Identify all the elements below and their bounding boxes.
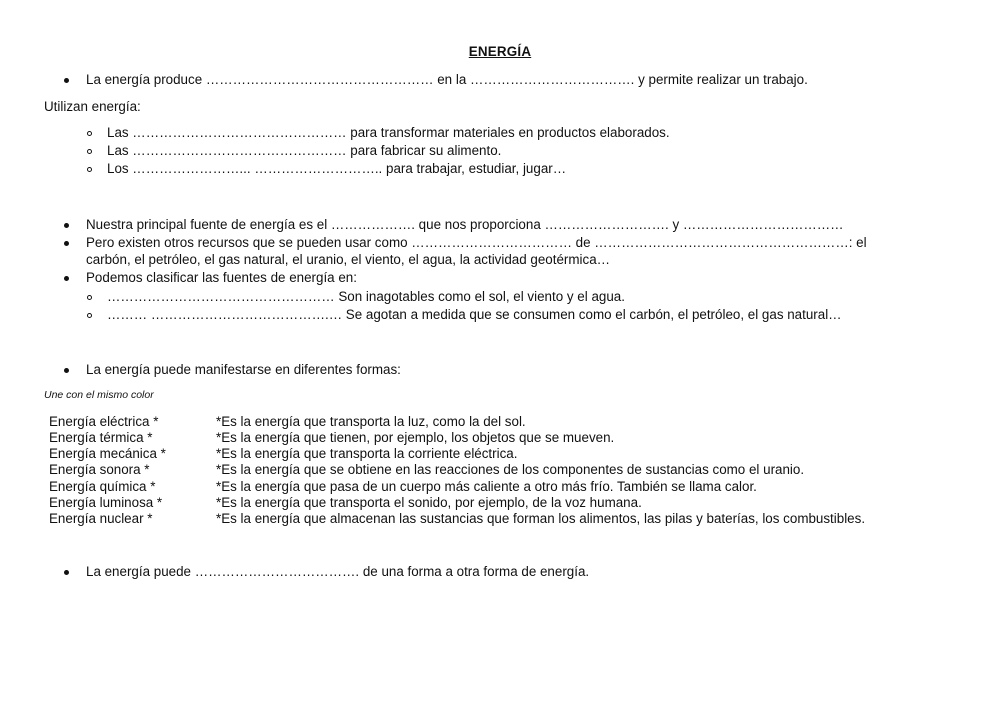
produce-sentence: La energía produce …………………………………………… en la ………………………………. y permite realizar un trabajo. — [86, 72, 808, 87]
energy-definition: *Es la energía que transporta la corriente eléctrica. — [216, 446, 518, 461]
clasificar-item-2: ……… ………………………………….… Se agotan a medida que se consumen como el carbón, el petróleo, el gas natural… — [107, 307, 842, 322]
sub-bullet-circle — [87, 149, 92, 154]
energy-type-label: Energía química * — [49, 479, 156, 494]
energy-type-label: Energía luminosa * — [49, 495, 163, 510]
utilizan-heading: Utilizan energía: — [44, 99, 141, 114]
energy-definition: *Es la energía que transporta la luz, como la del sol. — [216, 414, 526, 429]
sub-bullet-circle — [87, 313, 92, 318]
energy-type-label: Energía térmica * — [49, 430, 153, 445]
bullet-dot — [64, 223, 69, 228]
fuente-sentence: Nuestra principal fuente de energía es el ………………. que nos proporciona ………………………. y ……………………………… — [86, 217, 844, 232]
clasificar-sentence: Podemos clasificar las fuentes de energía en: — [86, 270, 357, 285]
energy-definition: *Es la energía que transporta el sonido, por ejemplo, de la voz humana. — [216, 495, 642, 510]
bullet-dot — [64, 368, 69, 373]
bullet-dot — [64, 78, 69, 83]
recursos-line-2: carbón, el petróleo, el gas natural, el uranio, el viento, el agua, la actividad geotérmica… — [86, 252, 611, 267]
sub-bullet-circle — [87, 295, 92, 300]
sub-bullet-circle — [87, 131, 92, 136]
page-title: ENERGÍA — [468, 44, 532, 59]
bullet-dot — [64, 570, 69, 575]
manifestarse-sentence: La energía puede manifestarse en diferentes formas: — [86, 362, 401, 377]
energy-definition: *Es la energía que tienen, por ejemplo, los objetos que se mueven. — [216, 430, 615, 445]
recursos-line-1: Pero existen otros recursos que se pueden usar como ……………………………… de …………………………………………………: el — [86, 235, 867, 250]
matching-instruction: Une con el mismo color — [44, 389, 154, 401]
energy-definition: *Es la energía que pasa de un cuerpo más caliente a otro más frío. También se llama calor. — [216, 479, 757, 494]
bullet-dot — [64, 241, 69, 246]
bullet-dot — [64, 276, 69, 281]
energy-definition: *Es la energía que almacenan las sustancias que forman los alimentos, las pilas y baterías, los combustibles. — [216, 511, 866, 526]
utilizan-item-2: Las ………………………………………… para fabricar su alimento. — [107, 143, 502, 158]
transformar-sentence: La energía puede ………………………………. de una forma a otra forma de energía. — [86, 564, 590, 579]
utilizan-item-1: Las ………………………………………… para transformar materiales en productos elaborados. — [107, 125, 670, 140]
energy-definition: *Es la energía que se obtiene en las reacciones de los componentes de sustancias como el uranio. — [216, 462, 805, 477]
utilizan-item-3: Los ……………………... ……………………….. para trabajar, estudiar, jugar… — [107, 161, 567, 176]
energy-type-label: Energía nuclear * — [49, 511, 153, 526]
energy-type-label: Energía eléctrica * — [49, 414, 159, 429]
clasificar-item-1: …………………………………………… Son inagotables como el sol, el viento y el agua. — [107, 289, 625, 304]
energy-type-label: Energía mecánica * — [49, 446, 166, 461]
sub-bullet-circle — [87, 167, 92, 172]
energy-type-label: Energía sonora * — [49, 462, 150, 477]
